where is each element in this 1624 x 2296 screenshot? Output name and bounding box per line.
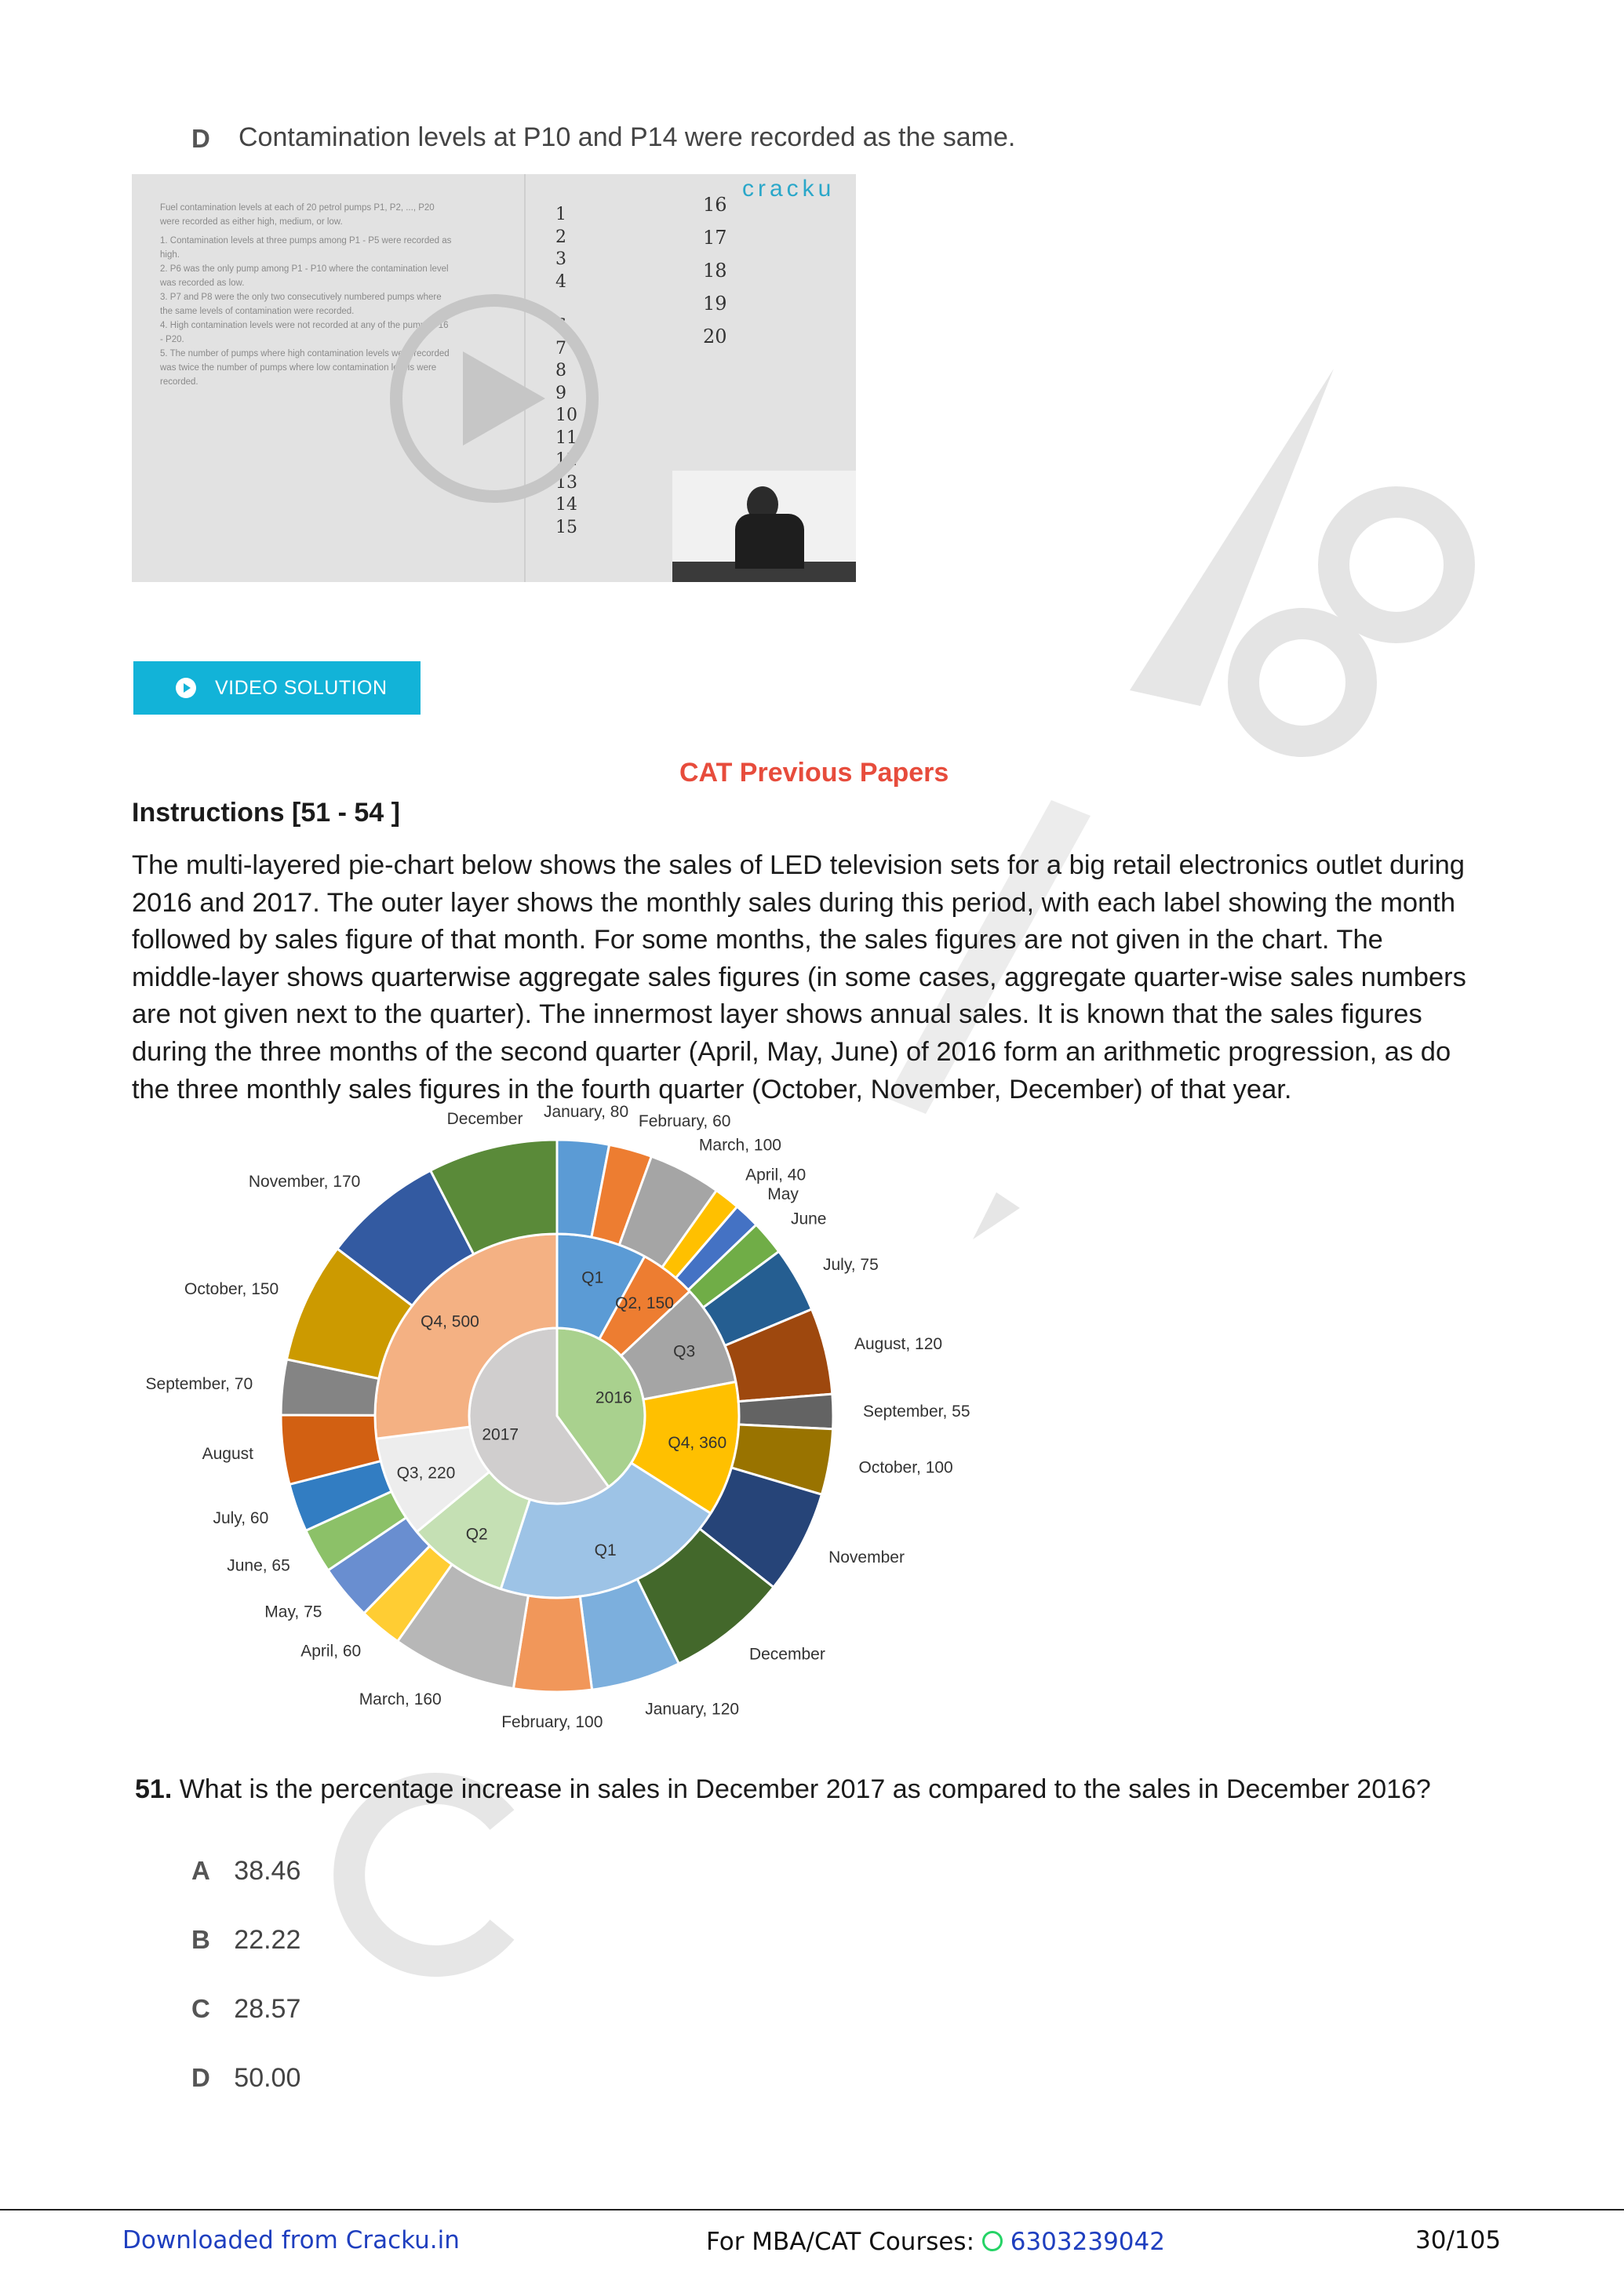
- play-icon[interactable]: [384, 289, 604, 508]
- outer-label: March, 100: [698, 1136, 781, 1155]
- passage: The multi-layered pie-chart below shows the sales of LED television sets for a big retail electronics outlet during 2016 and 2017. The outer layer shows the monthly sales during this period, with each label showing the month followed by sales figure of that month. For some months, the sales figures are not given in the chart. The middle-layer shows quarterwise aggregate sales figures (in some cases, aggregate quarter-wise sales numbers are not given next to the quarter). The innermost layer shows annual sales. It is known that the sales figures during the three months of the second quarter (April, May, June) of 2016 form an arithmetic progression, as do the three monthly sales figures in the fourth quarter (October, November, December) of that year.: [132, 850, 1466, 1104]
- outer-label: July, 75: [822, 1256, 879, 1275]
- middle-label: Q4, 360: [668, 1434, 727, 1453]
- outer-label: February, 60: [638, 1112, 731, 1131]
- outer-label: December: [446, 1109, 523, 1128]
- video-solution-label: VIDEO SOLUTION: [215, 676, 388, 699]
- question: [135, 1774, 1431, 1805]
- prev-option-text: Contamination levels at P10 and P14 were recorded as the same.: [239, 122, 1016, 152]
- video-brand: cracku: [742, 176, 836, 202]
- outer-label: November: [828, 1548, 905, 1566]
- video-thumbnail[interactable]: [132, 174, 856, 582]
- outer-label: July, 60: [213, 1508, 269, 1527]
- outer-label: September, 55: [862, 1402, 970, 1421]
- instructions-title: Instructions [51 - 54 ]: [132, 798, 400, 828]
- option-text: 50.00: [234, 2063, 301, 2093]
- option-c[interactable]: [191, 1994, 300, 2025]
- footer-courses-label: For MBA/CAT Courses:: [706, 2228, 982, 2256]
- question-text: What is the percentage increase in sales in December 2017 as compared to the sales in December 2016?: [179, 1774, 1431, 1804]
- outer-label: April, 60: [300, 1642, 362, 1661]
- presenter-image: [672, 471, 856, 582]
- outer-label: May, 75: [264, 1603, 322, 1621]
- outer-label: June: [790, 1210, 827, 1228]
- middle-label: Q4, 500: [421, 1312, 479, 1331]
- outer-label: June, 65: [227, 1556, 290, 1575]
- footer-courses: [706, 2228, 1165, 2256]
- middle-label: Q2, 150: [615, 1294, 674, 1313]
- play-circle-icon: [176, 678, 196, 698]
- option-letter: A: [191, 1856, 210, 1885]
- outer-slice: [738, 1394, 833, 1429]
- option-letter: C: [191, 1994, 210, 2023]
- option-text: 22.22: [234, 1925, 301, 1955]
- outer-label: March, 160: [359, 1690, 442, 1709]
- prev-option-letter: D: [191, 124, 210, 153]
- middle-label: Q2: [465, 1525, 488, 1544]
- page-number: 30/105: [1415, 2226, 1502, 2254]
- option-d[interactable]: [191, 2063, 300, 2094]
- outer-label: May: [767, 1184, 799, 1203]
- middle-label: Q3, 220: [396, 1464, 456, 1483]
- outer-label: September, 70: [145, 1375, 253, 1394]
- multi-layer-pie-chart: [133, 1102, 970, 1757]
- outer-label: October, 100: [858, 1458, 953, 1477]
- middle-label: Q1: [581, 1268, 604, 1287]
- footer-divider: [0, 2209, 1624, 2210]
- option-b[interactable]: [191, 1925, 300, 1956]
- hand-numbers-left: 1 2 3 4 6 7 8 9 10 11 12 13 14 15: [555, 205, 577, 537]
- outer-label: April, 40: [745, 1166, 807, 1184]
- video-solution-button[interactable]: [133, 661, 421, 715]
- hand-numbers-right: 16 17 18 19 20: [703, 194, 727, 347]
- option-text: 38.46: [234, 1856, 301, 1886]
- option-letter: D: [191, 2063, 210, 2092]
- middle-label: Q1: [594, 1541, 617, 1560]
- question-number: 51.: [135, 1774, 173, 1804]
- outer-label: August, 120: [854, 1335, 943, 1354]
- footer-download-link[interactable]: Downloaded from Cracku.in: [122, 2226, 460, 2254]
- outer-label: December: [748, 1645, 825, 1664]
- outer-label: January, 120: [645, 1700, 740, 1719]
- option-letter: B: [191, 1925, 210, 1954]
- footer-phone-link[interactable]: 6303239042: [1010, 2228, 1165, 2256]
- video-board-text: Fuel contamination levels at each of 20 petrol pumps P1, P2, ..., P20 were recorded as either high, medium, or low. 1. Contamination levels at three pumps among P1 - P5 were recorded as high. 2. P6 was the only pump among P1 - P10 where the contamination level was recorded as low. 3. P7 and P8 were the only two consecutively numbered pumps where the same levels of contamination were recorded. 4. High contamination levels were not recorded at any of the pumps P16 - P20. 5. The number of pumps where high contamination levels were recorded was twice the number of pumps where low contamination levels were recorded.: [160, 203, 452, 387]
- whatsapp-icon: [982, 2231, 1003, 2251]
- inner-label: 2016: [595, 1388, 632, 1407]
- outer-label: August: [202, 1445, 253, 1464]
- outer-label: February, 100: [501, 1712, 603, 1731]
- outer-label: November, 170: [248, 1173, 361, 1192]
- outer-label: January, 80: [543, 1102, 629, 1121]
- cat-previous-papers-link[interactable]: CAT Previous Papers: [679, 758, 949, 788]
- outer-label: October, 150: [184, 1279, 279, 1298]
- middle-label: Q3: [673, 1342, 696, 1361]
- option-a[interactable]: [191, 1856, 300, 1887]
- inner-label: 2017: [482, 1425, 519, 1444]
- option-text: 28.57: [234, 1994, 301, 2024]
